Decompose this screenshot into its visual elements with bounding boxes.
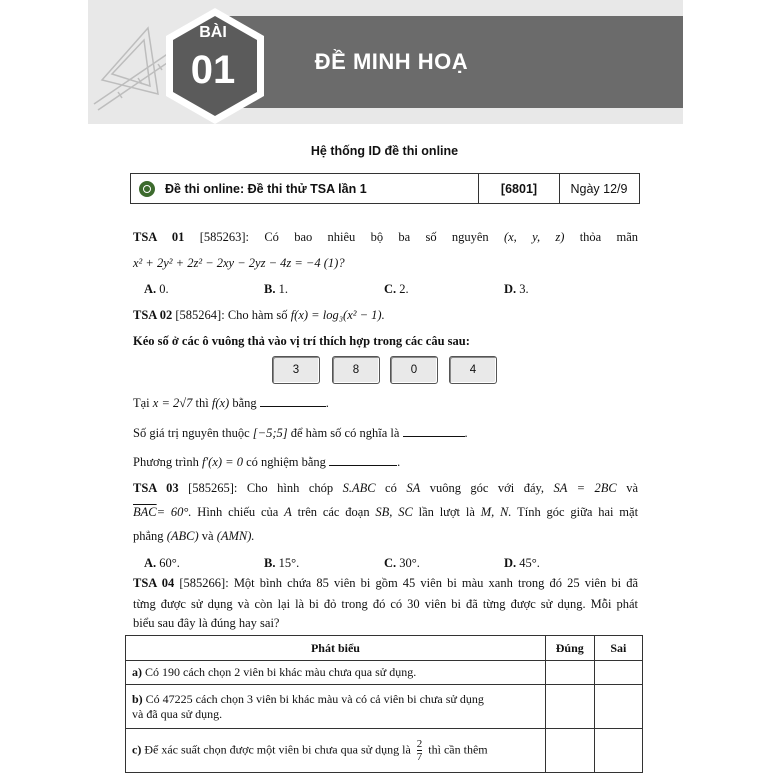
q2-sentence-3: Phương trình f′(x) = 0 có nghiệm bằng . bbox=[133, 455, 401, 469]
q2-label: TSA 02 bbox=[133, 308, 173, 322]
q2-instruction: Kéo số ở các ô vuông thả vào vị trí thích hợp trong các câu sau: bbox=[133, 334, 470, 348]
q2-sentence-1: Tại x = 2√7 thì f(x) bằng . bbox=[133, 396, 329, 410]
statement-a: a) Có 190 cách chọn 2 viên bi khác màu chưa qua sử dụng. bbox=[126, 661, 546, 685]
q1-text-end: thỏa mãn bbox=[579, 230, 639, 244]
q1-stem bbox=[133, 230, 638, 245]
lesson-word: BÀI bbox=[199, 24, 227, 41]
drag-option-4[interactable]: 4 bbox=[449, 356, 497, 384]
q1-equation: x² + 2y² + 2z² − 2xy − 2yz − 4z = −4 (1)? bbox=[133, 256, 345, 270]
q1-label: TSA 01 bbox=[133, 230, 185, 244]
clock-icon bbox=[139, 181, 155, 197]
q2-id: [585264]: bbox=[175, 308, 225, 322]
q1-choice-c: C. 2. bbox=[384, 282, 409, 296]
drop-slot-3[interactable] bbox=[329, 465, 397, 466]
system-title: Hệ thống ID đề thi online bbox=[310, 144, 459, 158]
q1-choice-b: B. 1. bbox=[264, 282, 288, 296]
table-header-row bbox=[126, 636, 643, 661]
false-cell-b[interactable] bbox=[594, 685, 642, 729]
q2-func: f(x) = log₃(x² − 1). bbox=[290, 308, 385, 322]
true-cell-b[interactable] bbox=[545, 685, 594, 729]
drop-slot-1[interactable] bbox=[260, 406, 326, 407]
exam-code: [6801] bbox=[479, 174, 560, 203]
true-false-table bbox=[125, 635, 643, 773]
q2-text: Cho hàm số bbox=[227, 308, 288, 322]
drag-option-0[interactable]: 0 bbox=[390, 356, 438, 384]
q2-sentence-2: Số giá trị nguyên thuộc [−5;5] để hàm số có nghĩa là . bbox=[133, 426, 468, 440]
q2-stem bbox=[133, 308, 385, 323]
q4-line-1: TSA 04 [585266]: Một bình chứa 85 viên bi gồm 45 viên bi màu xanh trong đó 25 viên bi đã bbox=[133, 576, 638, 590]
q1-id: [585263]: bbox=[199, 230, 250, 244]
header-true: Đúng bbox=[545, 636, 594, 661]
drag-option-3[interactable]: 3 bbox=[272, 356, 320, 384]
header-statement: Phát biểu bbox=[126, 636, 546, 661]
page-title: ĐỀ MINH HOẠ bbox=[314, 49, 469, 74]
q1-choice-d: D. 3. bbox=[504, 282, 529, 296]
q1-choice-a: A. 0. bbox=[144, 282, 169, 296]
q3-line-2: $\overline{BAC}= 60^\circ$. Hình chiếu của A trên các đoạn SB, SC lần lượt là M, N. Tính góc giữa hai mặt bbox=[133, 505, 639, 519]
true-cell-c[interactable] bbox=[545, 729, 594, 773]
header-false: Sai bbox=[594, 636, 642, 661]
q3-choice-c: C. 30°. bbox=[384, 556, 420, 570]
exam-name-cell bbox=[131, 174, 479, 203]
exam-name: Đề thi online: Đề thi thử TSA lần 1 bbox=[165, 181, 367, 196]
drag-option-8[interactable]: 8 bbox=[332, 356, 380, 384]
q4-line-3: biểu sau đây là đúng hay sai? bbox=[133, 616, 280, 630]
statement-c: c) Để xác suất chọn được một viên bi chưa qua sử dụng là $\frac{2}{7}$ thì cần thêm bbox=[126, 729, 546, 773]
q3-line-3: phẳng (ABC) và (AMN). bbox=[133, 529, 255, 543]
exam-info-box bbox=[130, 173, 640, 204]
exam-date: Ngày 12/9 bbox=[570, 181, 628, 196]
lesson-number: 01 bbox=[190, 48, 236, 92]
drop-slot-2[interactable] bbox=[403, 436, 465, 437]
fraction-two-sevenths: $\frac{2}{7}$ bbox=[416, 738, 423, 763]
q4-line-2: từng được sử dụng và còn lại là bi đỏ trong đó có 30 viên bi đã từng được sử dụng. Mỗi phát bbox=[133, 597, 638, 611]
table-row bbox=[126, 685, 643, 729]
q3-line-1: TSA 03 [585265]: Cho hình chóp S.ABC có SA vuông góc với đáy, SA = 2BC và bbox=[133, 481, 639, 495]
table-row bbox=[126, 661, 643, 685]
q3-choice-a: A. 60°. bbox=[144, 556, 180, 570]
q1-text: Có bao nhiêu bộ ba số nguyên bbox=[264, 230, 489, 244]
true-cell-a[interactable] bbox=[545, 661, 594, 685]
false-cell-a[interactable] bbox=[594, 661, 642, 685]
q3-choice-b: B. 15°. bbox=[264, 556, 300, 570]
statement-b: b) Có 47225 cách chọn 3 viên bi khác màu và có cả viên bi chưa sử dụng và đã qua sử dụng. bbox=[126, 685, 546, 729]
false-cell-c[interactable] bbox=[594, 729, 642, 773]
q1-tuple: (x, y, z) bbox=[503, 230, 565, 244]
table-row bbox=[126, 729, 643, 773]
q3-choice-d: D. 45°. bbox=[504, 556, 540, 570]
